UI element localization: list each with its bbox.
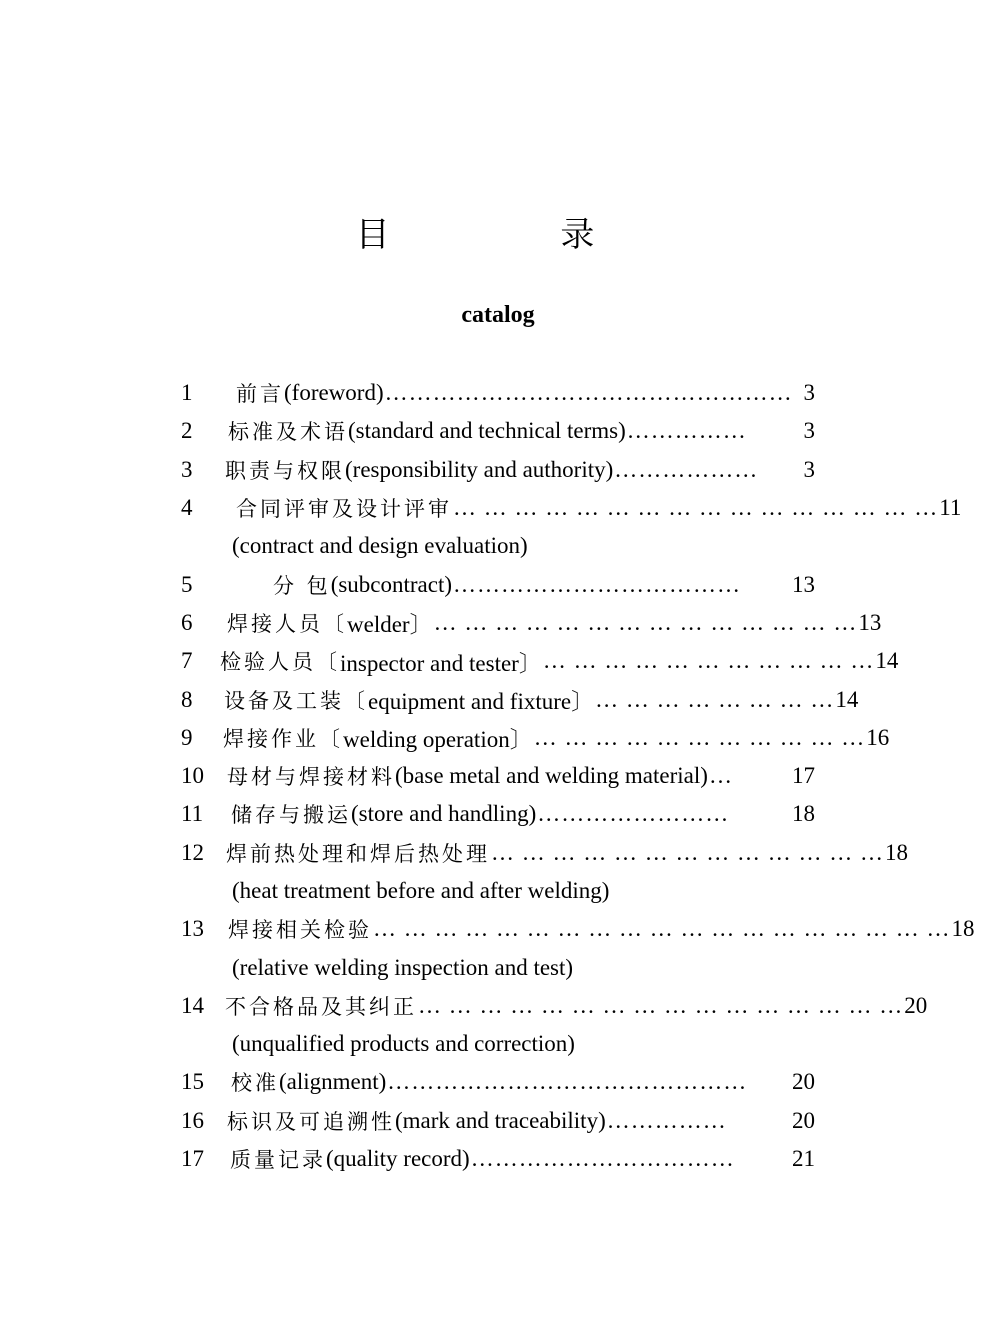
toc-leader-dots: … … … … … … … … … … … xyxy=(542,648,875,674)
toc-entry-chinese-title: 焊接相关检验 xyxy=(228,918,372,943)
toc-entry-number: 17 xyxy=(181,1146,204,1172)
toc-entry-chinese-title: 检验人员〔 xyxy=(220,650,340,675)
toc-entry-page-number: 17 xyxy=(792,763,815,789)
toc-entry-number: 11 xyxy=(181,801,204,827)
toc-entry-page-number: 13 xyxy=(792,571,815,597)
table-of-contents xyxy=(181,374,975,1178)
toc-entry-number: 12 xyxy=(181,839,204,865)
toc-entry[interactable] xyxy=(181,412,815,450)
toc-entry-english-title: (alignment) xyxy=(279,1069,387,1095)
toc-entry-page-number: 21 xyxy=(792,1146,815,1172)
toc-entry-english-title: (foreword) xyxy=(284,380,384,406)
toc-entry-chinese-title: 母材与焊接材料 xyxy=(227,765,395,790)
toc-leader-dots: … … … … … … … … … … … … … … … … xyxy=(418,992,904,1018)
toc-entry-number: 2 xyxy=(181,418,193,444)
toc-entry-english-title: (responsibility and authority) xyxy=(345,456,614,482)
toc-leader-dots: … … … … … … … … … … … xyxy=(533,724,866,750)
toc-entry[interactable] xyxy=(181,834,908,872)
page-title: 目 录 xyxy=(355,215,675,255)
page-subtitle: catalog xyxy=(461,302,535,328)
toc-entry-chinese-title: 设备及工装〔 xyxy=(224,688,368,713)
toc-entry-chinese-title: 合同评审及设计评审 xyxy=(236,497,452,522)
toc-entry-number: 3 xyxy=(181,456,193,482)
toc-entry[interactable] xyxy=(181,910,975,948)
toc-entry-number: 14 xyxy=(181,992,204,1018)
toc-entry-page-number: 11 xyxy=(939,495,962,521)
toc-leader-dots: …………………… xyxy=(537,801,730,827)
toc-leader-dots: … … … … … … … … … … … … … … xyxy=(433,609,858,635)
toc-entry-english-title: welder〕 xyxy=(347,612,433,638)
toc-entry-chinese-title: 标识及可追溯性 xyxy=(227,1109,395,1134)
toc-entry-english-subtitle: (contract and design evaluation) xyxy=(232,533,528,559)
toc-entry-page-number: 18 xyxy=(885,839,908,865)
toc-entry-english-title: welding operation〕 xyxy=(343,727,533,753)
toc-entry-number: 7 xyxy=(181,648,193,674)
toc-entry-english-title: (standard and technical terms) xyxy=(348,418,626,444)
toc-entry[interactable] xyxy=(181,1140,815,1178)
toc-leader-dots: …………………………………………… xyxy=(384,380,793,406)
toc-entry-chinese-title: 校准 xyxy=(231,1071,279,1096)
toc-entry-chinese-title: 职责与权限 xyxy=(225,458,345,483)
toc-entry-chinese-title: 储存与搬运 xyxy=(231,803,351,828)
toc-entry[interactable] xyxy=(181,987,928,1025)
toc-entry-english-subtitle: (relative welding inspection and test) xyxy=(232,954,574,980)
toc-entry-number: 9 xyxy=(181,724,193,750)
toc-entry-number: 10 xyxy=(181,763,204,789)
toc-entry-chinese-title: 分 包 xyxy=(273,573,331,598)
toc-entry-number: 16 xyxy=(181,1107,204,1133)
toc-entry-english-subtitle: (unqualified products and correction) xyxy=(232,1031,575,1057)
toc-entry-chinese-title: 质量记录 xyxy=(230,1148,326,1173)
toc-leader-dots: ……………………………… xyxy=(453,571,742,597)
toc-entry-page-number: 18 xyxy=(951,916,975,942)
toc-entry[interactable] xyxy=(181,680,859,718)
toc-entry-page-number: 3 xyxy=(803,456,815,482)
toc-entry-chinese-title: 焊前热处理和焊后热处理 xyxy=(226,841,490,866)
toc-entry-number: 6 xyxy=(181,609,193,635)
toc-entry-number: 4 xyxy=(181,495,193,521)
toc-entry[interactable] xyxy=(181,642,899,680)
toc-leader-dots: ……………… xyxy=(614,456,759,482)
toc-leader-dots: … … … … … … … … … … … … … … … … … … … xyxy=(373,916,951,942)
toc-entry-number: 1 xyxy=(181,380,193,406)
toc-entry-chinese-title: 焊接作业〔 xyxy=(223,726,343,751)
toc-entry-page-number: 16 xyxy=(866,724,890,750)
toc-leader-dots: … … … … … … … … xyxy=(595,686,835,712)
toc-entry[interactable] xyxy=(181,757,815,795)
toc-leader-dots: … … … … … … … … … … … … … xyxy=(491,839,884,865)
toc-entry-chinese-title: 不合格品及其纠正 xyxy=(225,994,417,1019)
toc-entry-number: 8 xyxy=(181,686,193,712)
toc-entry-page-number: 13 xyxy=(858,609,882,635)
toc-leader-dots: ……………………………………… xyxy=(387,1069,748,1095)
toc-entry[interactable] xyxy=(181,719,890,757)
toc-entry[interactable] xyxy=(181,795,815,833)
toc-entry[interactable] xyxy=(181,565,815,603)
toc-entry[interactable] xyxy=(181,489,962,527)
toc-entry-chinese-title: 标准及术语 xyxy=(228,420,348,445)
toc-entry[interactable] xyxy=(181,1102,815,1140)
toc-entry-number: 15 xyxy=(181,1069,204,1095)
toc-leader-dots: …………… xyxy=(606,1107,727,1133)
toc-entry-page-number: 3 xyxy=(803,418,815,444)
toc-leader-dots: … xyxy=(708,763,733,789)
toc-entry-page-number: 20 xyxy=(792,1069,815,1095)
toc-entry[interactable] xyxy=(181,374,815,412)
toc-entry-english-title: (quality record) xyxy=(326,1146,470,1172)
toc-entry-number: 5 xyxy=(181,571,193,597)
toc-entry-number: 13 xyxy=(181,916,204,942)
toc-entry-page-number: 18 xyxy=(792,801,815,827)
toc-leader-dots: …………………………… xyxy=(470,1146,735,1172)
toc-entry[interactable] xyxy=(181,1063,815,1101)
toc-entry-chinese-title: 前言 xyxy=(236,382,284,407)
toc-entry[interactable] xyxy=(181,604,882,642)
toc-entry-english-title: (mark and traceability) xyxy=(395,1107,606,1133)
toc-entry-english-title: (subcontract) xyxy=(330,571,453,597)
toc-entry-page-number: 3 xyxy=(803,380,815,406)
toc-entry-english-title: (base metal and welding material) xyxy=(395,763,708,789)
toc-entry-english-subtitle: (heat treatment before and after welding) xyxy=(232,878,610,903)
toc-entry-english-title: inspector and tester〕 xyxy=(340,650,542,676)
toc-leader-dots: …………… xyxy=(626,418,747,444)
toc-entry-chinese-title: 焊接人员〔 xyxy=(227,611,347,636)
toc-entry-english-title: equipment and fixture〕 xyxy=(368,689,595,715)
toc-leader-dots: … … … … … … … … … … … … … … … … xyxy=(453,495,939,521)
toc-entry-page-number: 20 xyxy=(904,992,928,1018)
toc-entry-page-number: 14 xyxy=(875,648,899,674)
toc-entry-page-number: 20 xyxy=(792,1107,815,1133)
toc-entry[interactable] xyxy=(181,451,815,489)
toc-entry-page-number: 14 xyxy=(835,686,859,712)
toc-entry-english-title: (store and handling) xyxy=(351,801,537,827)
